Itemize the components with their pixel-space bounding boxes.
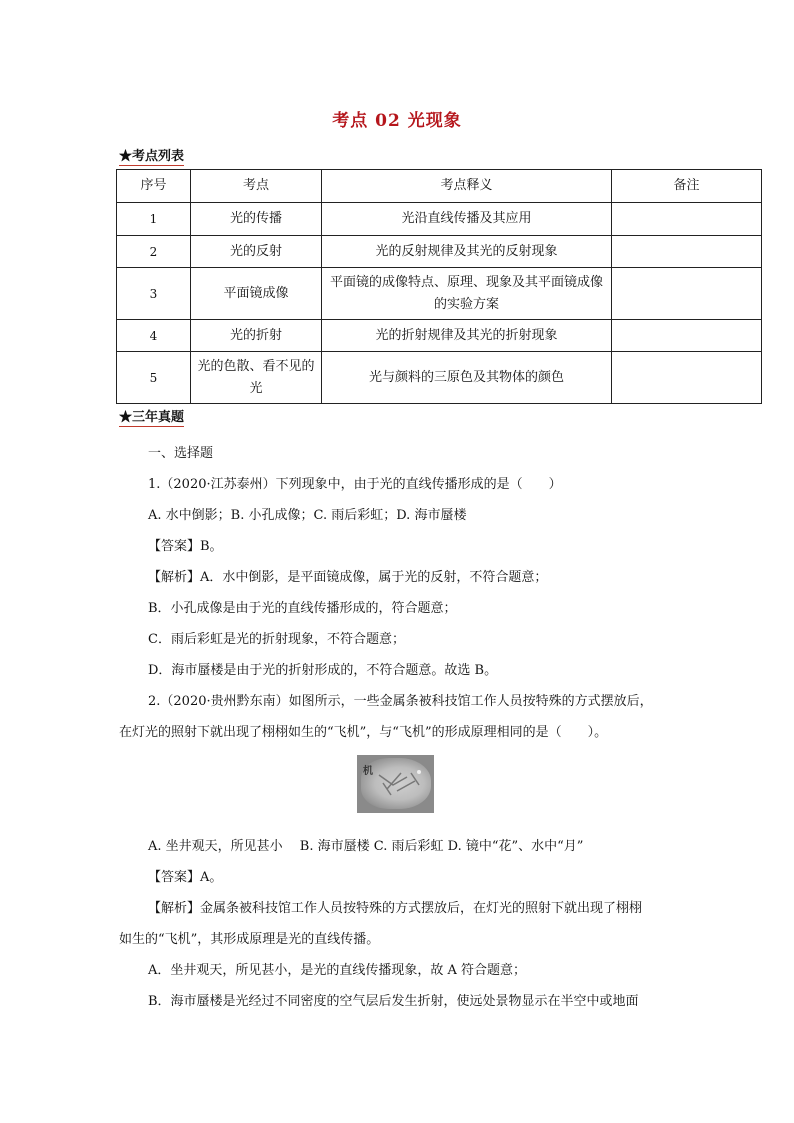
question-1-analysis: 【解析】A．水中倒影，是平面镜成像，属于光的反射，不符合题意； — [148, 570, 548, 585]
table-row — [117, 268, 762, 320]
section-label-exams: ★三年真题 — [119, 406, 184, 427]
table-header: 备注 — [612, 170, 762, 203]
table-header: 序号 — [117, 170, 191, 203]
question-1-analysis-b: B．小孔成像是由于光的直线传播形成的，符合题意； — [148, 601, 457, 616]
table-cell-point: 光的反射 — [191, 236, 322, 268]
table-cell-no: 4 — [117, 320, 191, 352]
question-1-analysis-d: D．海市蜃楼是由于光的折射形成的，不符合题意。故选 B。 — [148, 663, 498, 678]
question-1: 1.（2020·江苏泰州）下列现象中，由于光的直线传播形成的是（ ） — [148, 477, 562, 492]
table-cell-point: 平面镜成像 — [191, 268, 322, 320]
table-cell-no: 2 — [117, 236, 191, 268]
table-row — [117, 236, 762, 268]
table-cell-no: 1 — [117, 203, 191, 236]
exam-points-table — [116, 169, 762, 404]
table-row — [117, 320, 762, 352]
subsection-heading: 一、选择题 — [148, 446, 214, 461]
section-label-list: ★考点列表 — [119, 145, 184, 166]
table-header-row — [117, 170, 762, 203]
table-header: 考点释义 — [322, 170, 612, 203]
table-cell-note — [612, 203, 762, 236]
question-2-options: A. 坐井观天，所见甚小 B. 海市蜃楼 C. 雨后彩虹 D. 镜中“花”、水中“月” — [148, 839, 584, 854]
table-row — [117, 203, 762, 236]
table-cell-desc: 光与颜料的三原色及其物体的颜色 — [322, 352, 612, 404]
table-cell-point: 光的折射 — [191, 320, 322, 352]
table-cell-point: 光的色散、看不见的光 — [191, 352, 322, 404]
question-2-analysis: 【解析】金属条被科技馆工作人员按特殊的方式摆放后，在灯光的照射下就出现了栩栩 — [148, 901, 643, 916]
table-cell-no: 5 — [117, 352, 191, 404]
question-1-options: A. 水中倒影；B. 小孔成像；C. 雨后彩虹；D. 海市蜃楼 — [148, 508, 467, 523]
table-cell-note — [612, 352, 762, 404]
table-cell-desc: 光的折射规律及其光的折射现象 — [322, 320, 612, 352]
table-cell-desc: 光的反射规律及其光的反射现象 — [322, 236, 612, 268]
table-header: 考点 — [191, 170, 322, 203]
table-cell-desc: 平面镜的成像特点、原理、现象及其平面镜成像的实验方案 — [322, 268, 612, 320]
page-title: 考点 02 光现象 — [332, 111, 462, 131]
question-2-cont: 在灯光的照射下就出现了栩栩如生的“飞机”，与“飞机”的形成原理相同的是（ ）。 — [119, 725, 608, 740]
question-2-analysis-cont: 如生的“飞机”，其形成原理是光的直线传播。 — [119, 932, 380, 947]
question-2-analysis-b: B．海市蜃楼是光经过不同密度的空气层后发生折射，使远处景物显示在半空中或地面 — [148, 994, 639, 1009]
table-cell-point: 光的传播 — [191, 203, 322, 236]
airplane-figure — [357, 755, 434, 813]
table-cell-note — [612, 268, 762, 320]
question-2-answer: 【答案】A。 — [148, 870, 223, 885]
question-2-analysis-a: A．坐井观天，所见甚小，是光的直线传播现象，故 A 符合题意； — [148, 963, 527, 978]
table-cell-note — [612, 236, 762, 268]
figure-label: 机 — [363, 766, 373, 777]
question-1-answer: 【答案】B。 — [148, 539, 223, 554]
table-cell-note — [612, 320, 762, 352]
question-2: 2.（2020·贵州黔东南）如图所示，一些金属条被科技馆工作人员按特殊的方式摆放后， — [148, 694, 653, 709]
table-cell-desc: 光沿直线传播及其应用 — [322, 203, 612, 236]
question-1-analysis-c: C．雨后彩虹是光的折射现象，不符合题意； — [148, 632, 405, 647]
table-row — [117, 352, 762, 404]
table-cell-no: 3 — [117, 268, 191, 320]
